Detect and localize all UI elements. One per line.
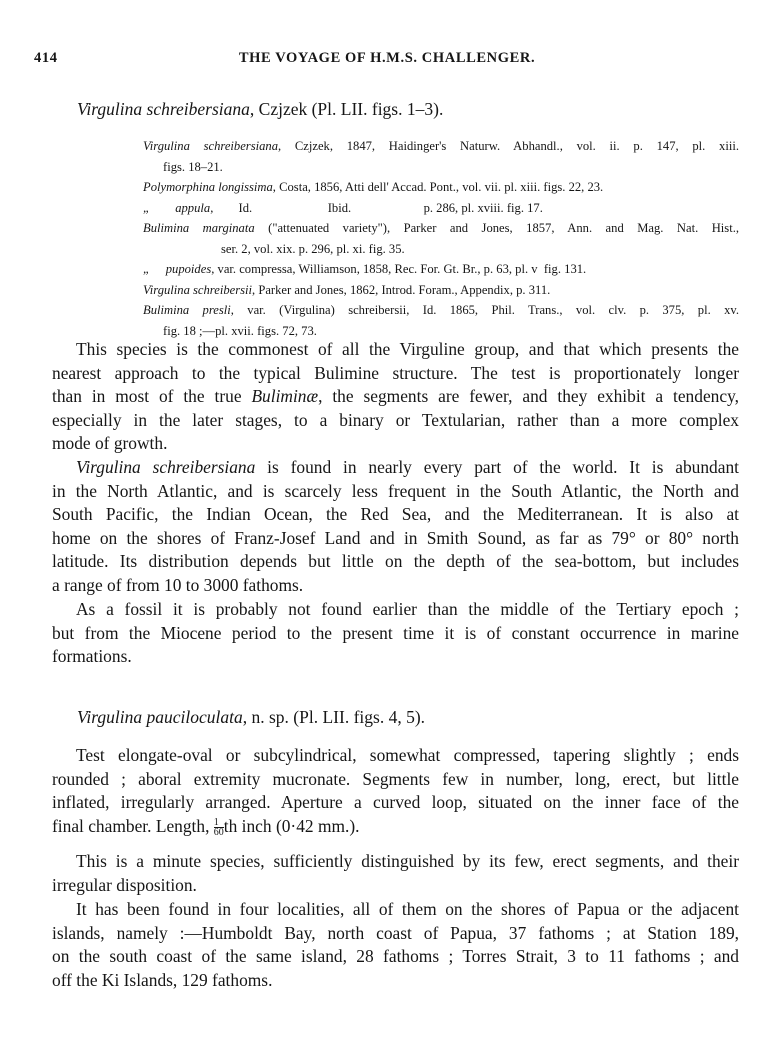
synonymy-line: Bulimina marginata ("attenuated variety"), Parker and Jones, 1857, Ann. and Mag. Nat. Hist., <box>143 221 739 235</box>
text-line: Virgulina schreibersiana is found in nearly every part of the world. It is abundant <box>76 457 739 477</box>
synonymy-entry <box>143 300 739 341</box>
paragraph-fossil <box>52 598 739 669</box>
synonymy-entry <box>143 259 739 280</box>
text-line: especially in the later stages, to a binary or Textularian, rather than a more complex <box>52 409 739 430</box>
text-line: It has been found in four localities, all of them on the shores of Papua or the adjacent <box>76 899 739 919</box>
paragraph-diagnosis <box>52 744 739 838</box>
length-fraction: $\frac{1}{60}$ <box>213 817 224 839</box>
synonymy-line: „ appula, Id. Ibid. p. 286, pl. xviii. fig. 17. <box>143 200 543 215</box>
species-authority: , n. sp. (Pl. LII. figs. 4, 5). <box>242 707 426 727</box>
paragraph-localities <box>52 898 739 992</box>
text-line: on the south coast of the same island, 28 fathoms ; Torres Strait, 3 to 11 fathoms ; and <box>52 946 739 967</box>
species-authority: , Czjzek (Pl. LII. figs. 1–3). <box>249 99 444 119</box>
text-line: home on the shores of Franz-Josef Land and in Smith Sound, as far as 79° or 80° north <box>52 527 739 548</box>
synonymy-list <box>143 136 739 341</box>
species-heading-pauciloculata <box>77 707 425 728</box>
synonymy-line: „ pupoides, var. compressa, Williamson, 1858, Rec. For. Gt. Br., p. 63, pl. v fig. 131. <box>143 262 587 276</box>
synonymy-entry <box>143 136 739 177</box>
synonymy-line: fig. 18 ;—pl. xvii. figs. 72, 73. <box>163 323 317 338</box>
synonymy-line: Virgulina schreibersii, Parker and Jones, 1862, Introd. Foram., Appendix, p. 311. <box>143 282 551 297</box>
text-line: rounded ; aboral extremity mucronate. Segments few in number, long, erect, but little <box>52 768 739 789</box>
text-line: mode of growth. <box>52 433 168 454</box>
species-name: Virgulina pauciloculata <box>77 707 243 727</box>
text-line: than in most of the true Buliminæ, the segments are fewer, and they exhibit a tendency, <box>52 386 739 407</box>
species-name: Virgulina schreibersiana <box>77 99 250 119</box>
text-line: inflated, irregularly arranged. Aperture a curved loop, situated on the inner face of the <box>52 792 739 813</box>
synonymy-line: Bulimina presli, var. (Virgulina) schreibersii, Id. 1865, Phil. Trans., vol. clv. p. 375, pl. xv. <box>143 303 740 317</box>
synonymy-line: Polymorphina longissima, Costa, 1856, Atti dell' Accad. Pont., vol. vii. pl. xiii. figs. 22, 23. <box>143 180 604 194</box>
running-title: THE VOYAGE OF H.M.S. CHALLENGER. <box>238 50 536 66</box>
synonymy-entry <box>143 177 739 198</box>
synonymy-entry <box>143 198 739 219</box>
text-line: in the North Atlantic, and is scarcely less frequent in the South Atlantic, the North and <box>52 480 739 501</box>
text-line: irregular disposition. <box>52 874 197 895</box>
text-line: formations. <box>52 646 132 667</box>
text-line: final chamber. Length, $\frac{1}{60}$ th inch (0·42 mm.). <box>52 815 360 839</box>
synonymy-entry <box>143 280 739 301</box>
text-line: As a fossil it is probably not found earlier than the middle of the Tertiary epoch ; <box>76 599 739 619</box>
page-number: 414 <box>34 50 58 66</box>
text-line: off the Ki Islands, 129 fathoms. <box>52 969 273 990</box>
text-line: latitude. Its distribution depends but little on the depth of the sea-bottom, but includes <box>52 551 739 572</box>
text-line: South Pacific, the Indian Ocean, the Red Sea, and the Mediterranean. It is also at <box>52 504 739 525</box>
text-line: This species is the commonest of all the Virguline group, and that which presents the <box>76 339 739 359</box>
paragraph-description <box>52 338 739 456</box>
synonymy-line: Virgulina schreibersiana, Czjzek, 1847, Haidinger's Naturw. Abhandl., vol. ii. p. 147, pl. xiii. <box>143 139 739 153</box>
synonymy-line: figs. 18–21. <box>163 159 223 174</box>
paragraph-distribution <box>52 456 739 598</box>
synonymy-line: ser. 2, vol. xix. p. 296, pl. xi. fig. 35. <box>221 241 405 256</box>
species-heading-schreibersiana <box>77 99 443 120</box>
text-line: nearest approach to the typical Bulimine structure. The test is proportionately longer <box>52 362 739 383</box>
synonymy-entry <box>143 218 739 259</box>
text-line: islands, namely :—Humboldt Bay, north coast of Papua, 37 fathoms ; at Station 189, <box>52 922 739 943</box>
running-head <box>34 50 740 72</box>
text-line: but from the Miocene period to the present time it is of constant occurrence in marine <box>52 622 739 643</box>
text-line: This is a minute species, sufficiently distinguished by its few, erect segments, and their <box>76 851 739 871</box>
text-line: Test elongate-oval or subcylindrical, somewhat compressed, tapering slightly ; ends <box>76 745 739 765</box>
paragraph-remarks <box>52 850 739 897</box>
text-line: a range of from 10 to 3000 fathoms. <box>52 574 304 595</box>
